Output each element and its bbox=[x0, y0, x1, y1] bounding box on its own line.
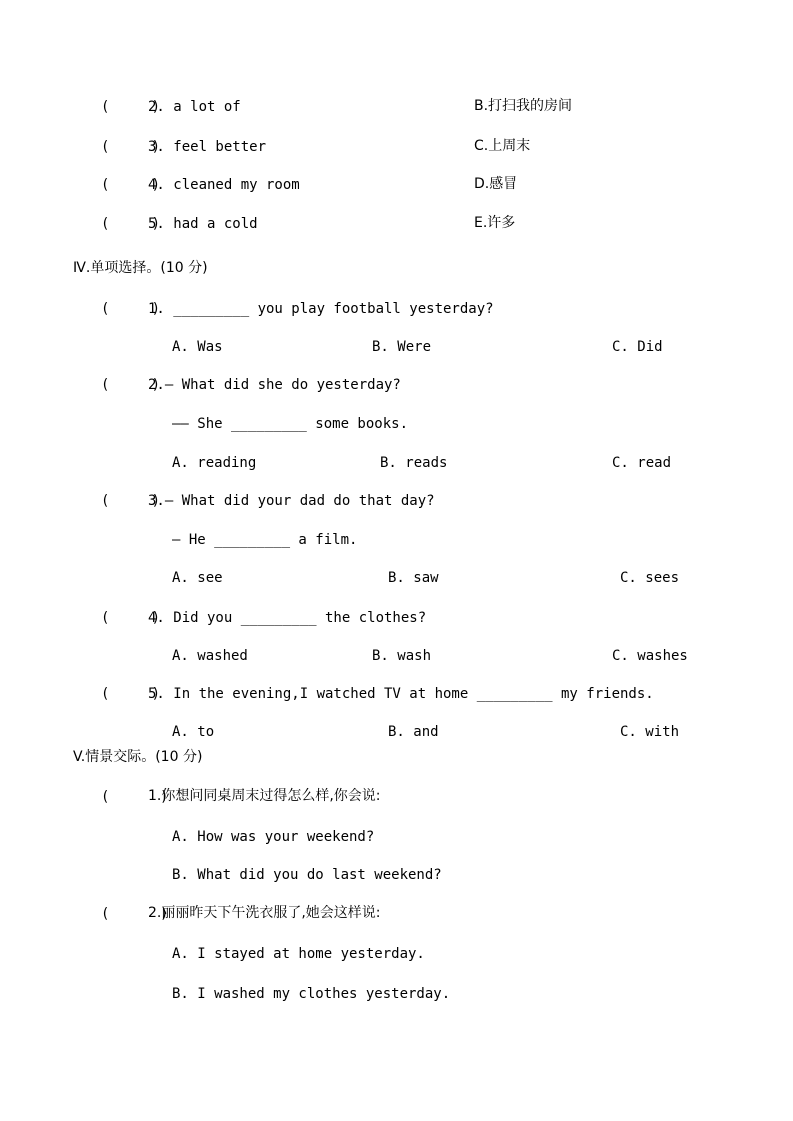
option-a: A. I stayed at home yesterday. bbox=[172, 946, 425, 962]
question-stem: 2.— What did she do yesterday? bbox=[148, 377, 401, 393]
matching-item-right: E.许多 bbox=[474, 215, 516, 231]
answer-paren[interactable]: ( ) bbox=[101, 99, 161, 115]
matching-item-right: B.打扫我的房间 bbox=[474, 98, 573, 114]
option-c: C. Did bbox=[612, 339, 663, 355]
answer-paren[interactable]: ( ) bbox=[101, 686, 161, 702]
option-c: C. washes bbox=[612, 648, 688, 664]
section-heading: V.情景交际。(10 分) bbox=[73, 749, 203, 765]
option-b: B. Were bbox=[372, 339, 432, 355]
question-stem: 5. In the evening,I watched TV at home _________ my friends. bbox=[148, 686, 654, 702]
option-b: B. reads bbox=[380, 455, 448, 471]
option-c: C. with bbox=[620, 724, 680, 740]
matching-item-right: C.上周末 bbox=[474, 138, 531, 154]
matching-item-left: 4. cleaned my room bbox=[148, 177, 300, 193]
question-stem: 3.— What did your dad do that day? bbox=[148, 493, 435, 509]
option-b: B. wash bbox=[372, 648, 432, 664]
answer-paren[interactable]: ( ) bbox=[101, 177, 161, 193]
option-a: A. washed bbox=[172, 648, 248, 664]
matching-item-right: D.感冒 bbox=[474, 176, 518, 192]
option-b: B. saw bbox=[388, 570, 439, 586]
answer-paren[interactable]: ( ) bbox=[101, 610, 161, 626]
answer-paren[interactable]: ( ) bbox=[101, 139, 161, 155]
option-b: B. and bbox=[388, 724, 439, 740]
option-c: C. sees bbox=[620, 570, 680, 586]
matching-item-left: 3. feel better bbox=[148, 139, 267, 155]
section-heading: Ⅳ.单项选择。(10 分) bbox=[73, 260, 208, 276]
question-dialogue-line: —— She _________ some books. bbox=[172, 416, 409, 432]
question-stem: 1. _________ you play football yesterday? bbox=[148, 301, 494, 317]
answer-paren[interactable]: ( ) bbox=[101, 301, 161, 317]
option-a: A. How was your weekend? bbox=[172, 829, 375, 845]
option-b: B. What did you do last weekend? bbox=[172, 867, 442, 883]
option-a: A. reading bbox=[172, 455, 257, 471]
option-a: A. to bbox=[172, 724, 215, 740]
answer-paren[interactable]: ( ) bbox=[101, 789, 169, 805]
matching-item-left: 2. a lot of bbox=[148, 99, 241, 115]
option-a: A. see bbox=[172, 570, 223, 586]
answer-paren[interactable]: ( ) bbox=[101, 377, 161, 393]
question-stem: 2.丽丽昨天下午洗衣服了,她会这样说: bbox=[148, 905, 381, 921]
answer-paren[interactable]: ( ) bbox=[101, 493, 161, 509]
question-dialogue-line: — He _________ a film. bbox=[172, 532, 358, 548]
answer-paren[interactable]: ( ) bbox=[101, 216, 161, 232]
question-stem: 1.你想问同桌周末过得怎么样,你会说: bbox=[148, 788, 381, 804]
answer-paren[interactable]: ( ) bbox=[101, 906, 169, 922]
matching-item-left: 5. had a cold bbox=[148, 216, 258, 232]
question-stem: 4. Did you _________ the clothes? bbox=[148, 610, 427, 626]
option-c: C. read bbox=[612, 455, 672, 471]
option-b: B. I washed my clothes yesterday. bbox=[172, 986, 451, 1002]
option-a: A. Was bbox=[172, 339, 223, 355]
